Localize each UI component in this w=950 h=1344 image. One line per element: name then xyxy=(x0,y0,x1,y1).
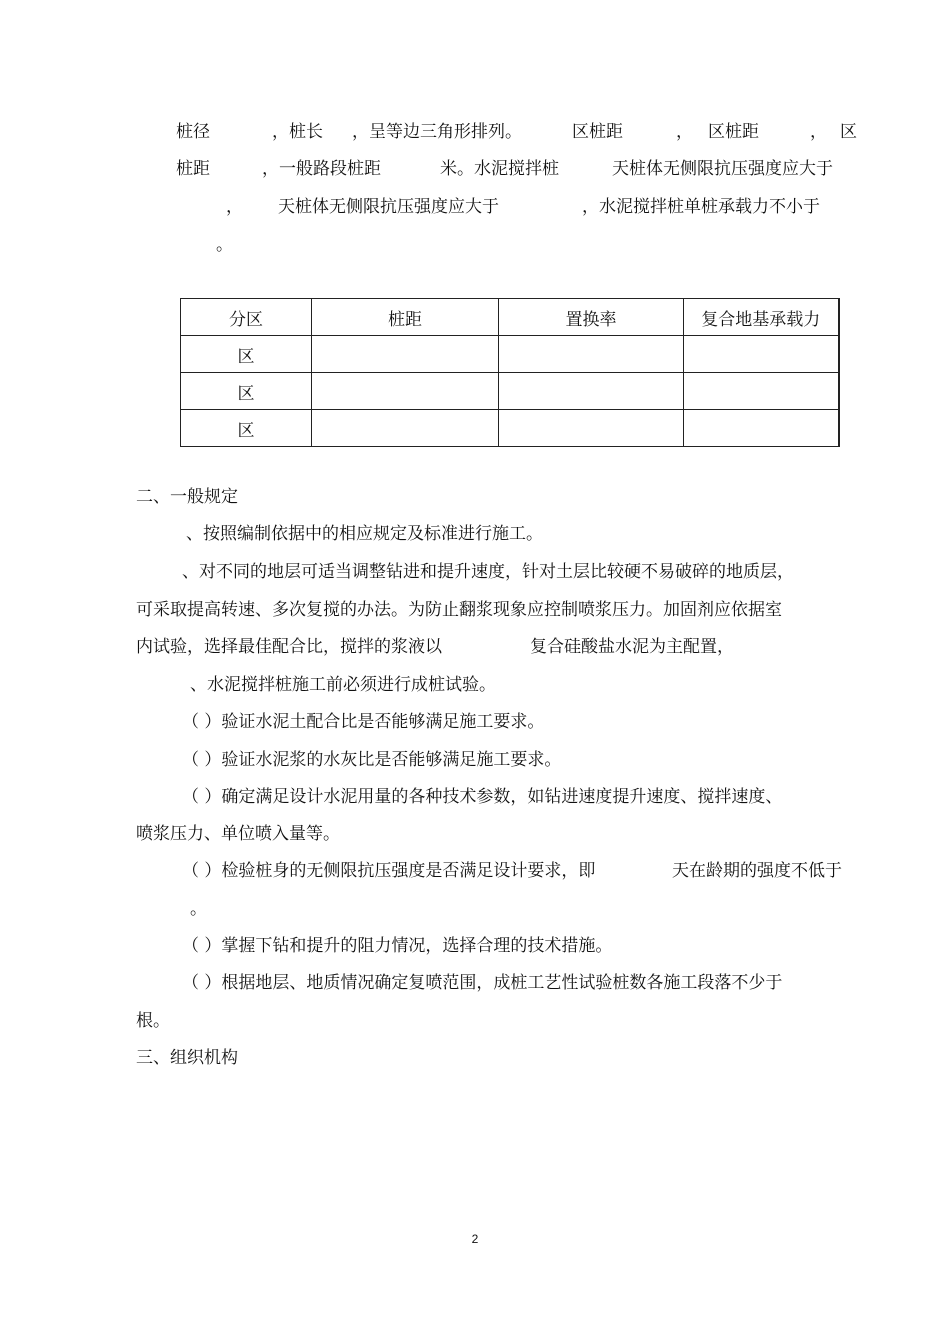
list-item: （ ）根据地层、地质情况确定复喷范围，成桩工艺性试验桩数各施工段落不少于 xyxy=(182,973,783,993)
paragraph-line: 复合硅酸盐水泥为主配置， xyxy=(530,637,734,657)
intro-text: 区桩距 xyxy=(572,122,623,142)
table-cell xyxy=(684,373,839,410)
table-row xyxy=(181,336,839,373)
table-row xyxy=(181,373,839,410)
table-header: 复合地基承载力 xyxy=(684,299,839,336)
table-cell xyxy=(312,373,499,410)
paragraph-line: 、对不同的地层可适当调整钻进和提升速度，针对土层比较硬不易破碎的地质层， xyxy=(182,562,794,582)
intro-text: 区桩距 xyxy=(708,122,759,142)
table-cell xyxy=(499,410,684,447)
intro-text: ，呈等边三角形排列。 xyxy=(352,122,522,142)
table-cell: 区 xyxy=(181,336,312,373)
section-heading: 二、一般规定 xyxy=(136,487,238,507)
paragraph-line: 、按照编制依据中的相应规定及标准进行施工。 xyxy=(186,524,543,544)
table-header-row xyxy=(181,299,839,336)
table-cell xyxy=(684,336,839,373)
intro-text: ， xyxy=(226,197,243,217)
intro-text: 区 xyxy=(840,122,857,142)
table-header: 桩距 xyxy=(312,299,499,336)
zoning-table xyxy=(180,298,840,447)
list-item: 喷浆压力、单位喷入量等。 xyxy=(136,824,340,844)
intro-text: 。 xyxy=(216,235,233,255)
intro-text: 天桩体无侧限抗压强度应大于 xyxy=(612,159,833,179)
list-item: 天在龄期的强度不低于 xyxy=(672,861,842,881)
intro-text: ，一般路段桩距 xyxy=(262,159,381,179)
list-item: （ ）验证水泥浆的水灰比是否能够满足施工要求。 xyxy=(182,750,562,770)
list-item: （ ）验证水泥土配合比是否能够满足施工要求。 xyxy=(182,712,545,732)
list-item: （ ）确定满足设计水泥用量的各种技术参数，如钻进速度提升速度、搅拌速度、 xyxy=(182,787,783,807)
section-heading: 三、组织机构 xyxy=(136,1048,238,1068)
table-header: 置换率 xyxy=(499,299,684,336)
table-cell xyxy=(684,410,839,447)
table-cell xyxy=(312,410,499,447)
intro-text: 桩距 xyxy=(176,159,210,179)
list-item: （ ）掌握下钻和提升的阻力情况，选择合理的技术措施。 xyxy=(182,936,613,956)
table-cell xyxy=(499,336,684,373)
intro-text: ，桩长 xyxy=(272,122,323,142)
intro-text: 米。水泥搅拌桩 xyxy=(440,159,559,179)
list-item: 根。 xyxy=(136,1011,170,1031)
table-header: 分区 xyxy=(181,299,312,336)
paragraph-line: 内试验，选择最佳配合比，搅拌的浆液以 xyxy=(136,637,442,657)
intro-text: 桩径 xyxy=(176,122,210,142)
table-cell xyxy=(499,373,684,410)
table-cell xyxy=(312,336,499,373)
list-item: 。 xyxy=(190,899,207,919)
table-cell: 区 xyxy=(181,373,312,410)
intro-text: ， xyxy=(810,122,827,142)
table-row xyxy=(181,410,839,447)
table-cell: 区 xyxy=(181,410,312,447)
paragraph-line: 可采取提高转速、多次复搅的办法。为防止翻浆现象应控制喷浆压力。加固剂应依据室 xyxy=(136,600,782,620)
page-number: 2 xyxy=(471,1232,479,1246)
list-item: （ ）检验桩身的无侧限抗压强度是否满足设计要求，即 xyxy=(182,861,596,881)
intro-text: ， xyxy=(676,122,693,142)
intro-text: 天桩体无侧限抗压强度应大于 xyxy=(278,197,499,217)
intro-text: ，水泥搅拌桩单桩承载力不小于 xyxy=(582,197,820,217)
paragraph-line: 、水泥搅拌桩施工前必须进行成桩试验。 xyxy=(190,675,496,695)
